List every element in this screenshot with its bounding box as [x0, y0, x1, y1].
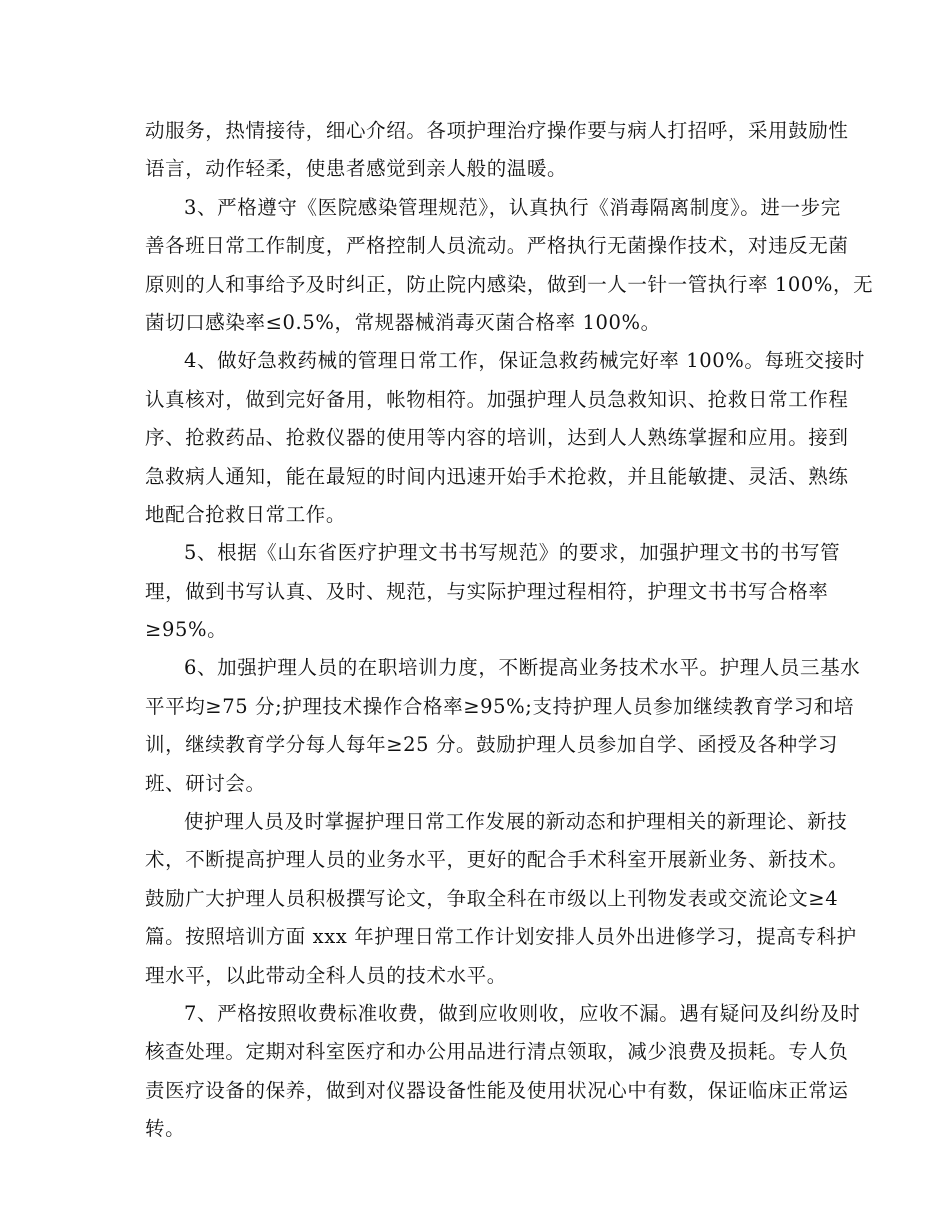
- text-line: 使护理人员及时掌握护理日常工作发展的新动态和护理相关的新理论、新技: [184, 810, 848, 834]
- text-line: 转。: [145, 1117, 186, 1141]
- text-line: 善各班日常工作制度，严格控制人员流动。严格执行无菌操作技术，对违反无菌: [145, 234, 849, 258]
- text-line: 班、研讨会。: [145, 771, 266, 795]
- text-line: 鼓励广大护理人员积极撰写论文，争取全科在市级以上刊物发表或交流论文≥4: [145, 886, 839, 910]
- text-line: 5、根据《山东省医疗护理文书书写规范》的要求，加强护理文书的书写管: [184, 541, 841, 565]
- text-line: 菌切口感染率≤0.5%，常规器械消毒灭菌合格率 100%。: [145, 310, 661, 334]
- text-line: 语言，动作轻柔，使患者感觉到亲人般的温暖。: [145, 157, 568, 181]
- document-body: [145, 112, 874, 1149]
- text-line: 理，做到书写认真、及时、规范，与实际护理过程相符，护理文书书写合格率: [145, 579, 829, 603]
- text-line: 训，继续教育学分每人每年≥25 分。鼓励护理人员参加自学、函授及各种学习: [145, 733, 838, 757]
- text-line: 责医疗设备的保养，做到对仪器设备性能及使用状况心中有数，保证临床正常运: [145, 1078, 849, 1102]
- text-line: 动服务，热情接待，细心介绍。各项护理治疗操作要与病人打招呼，采用鼓励性: [145, 119, 849, 142]
- text-line: 术，不断提高护理人员的业务水平，更好的配合手术科室开展新业务、新技术。: [145, 848, 849, 872]
- text-line: 7、严格按照收费标准收费，做到应收则收，应收不漏。遇有疑问及纠纷及时: [184, 1001, 861, 1025]
- text-line: 理水平，以此带动全科人员的技术水平。: [145, 963, 507, 987]
- text-line: ≥95%。: [145, 618, 228, 642]
- text-line: 3、严格遵守《医院感染管理规范》，认真执行《消毒隔离制度》。进一步完: [184, 195, 841, 219]
- text-line: 序、抢救药品、抢救仪器的使用等内容的培训，达到人人熟练掌握和应用。接到: [145, 426, 849, 450]
- text-line: 平平均≥75 分;护理技术操作合格率≥95%;支持护理人员参加继续教育学习和培: [145, 694, 855, 718]
- text-line: 4、做好急救药械的管理日常工作，保证急救药械完好率 100%。每班交接时: [184, 349, 865, 373]
- text-line: 地配合抢救日常工作。: [145, 502, 347, 526]
- text-line: 急救病人通知，能在最短的时间内迅速开始手术抢救，并且能敏捷、灵活、熟练: [145, 464, 849, 488]
- text-line: 原则的人和事给予及时纠正，防止院内感染，做到一人一针一管执行率 100%，无: [145, 272, 874, 296]
- text-line: 6、加强护理人员的在职培训力度，不断提高业务技术水平。护理人员三基水: [184, 656, 861, 680]
- text-line: 认真核对，做到完好备用，帐物相符。加强护理人员急救知识、抢救日常工作程: [145, 387, 849, 411]
- text-line: 核查处理。定期对科室医疗和办公用品进行清点领取，减少浪费及损耗。专人负: [145, 1040, 849, 1064]
- text-line: 篇。按照培训方面 xxx 年护理日常工作计划安排人员外出进修学习，提高专科护: [145, 925, 857, 949]
